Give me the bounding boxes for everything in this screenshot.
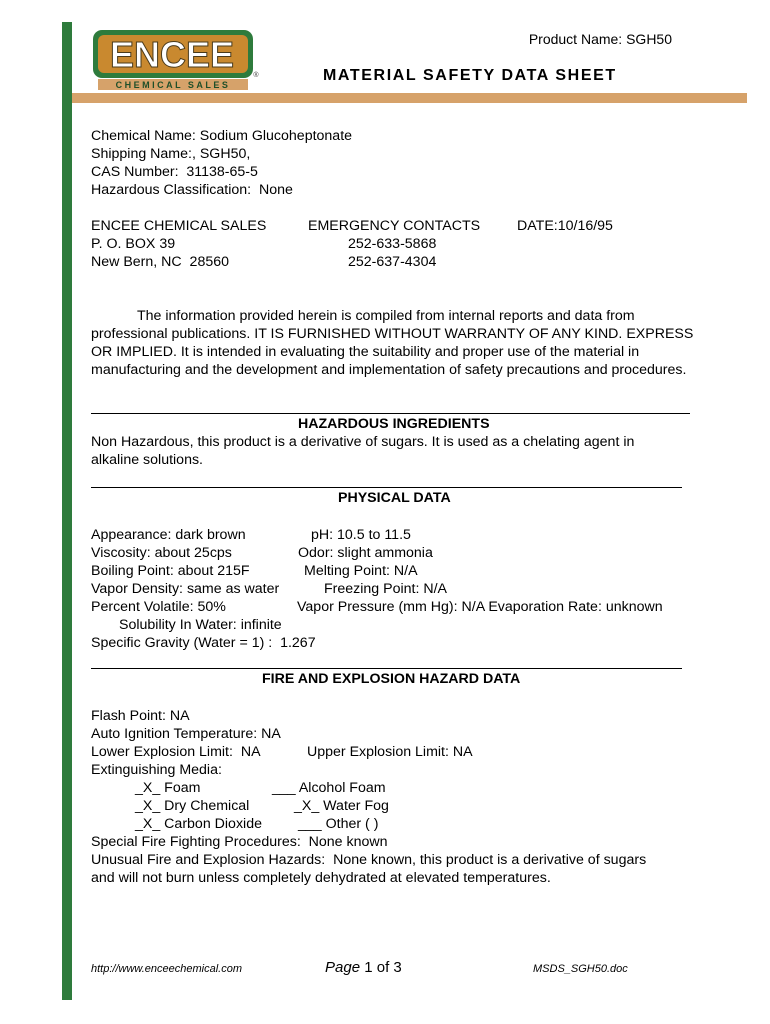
page-count: 1 of 3 — [360, 959, 402, 976]
special-fire-procedures: Special Fire Fighting Procedures: None known — [91, 834, 388, 850]
melting-point: Melting Point: N/A — [304, 563, 418, 579]
media-carbon-dioxide: _X_ Carbon Dioxide — [135, 816, 262, 832]
cas-number: CAS Number: 31138-65-5 — [91, 164, 258, 180]
physical-data-heading: PHYSICAL DATA — [338, 490, 451, 506]
svg-text:CHEMICAL SALES: CHEMICAL SALES — [115, 80, 231, 90]
section-divider — [91, 487, 682, 488]
extinguishing-media-label: Extinguishing Media: — [91, 762, 222, 778]
encee-logo — [92, 29, 260, 91]
media-foam: _X_ Foam — [135, 780, 201, 796]
svg-text:ENCEE: ENCEE — [109, 34, 235, 75]
boiling-point: Boiling Point: about 215F — [91, 563, 250, 579]
unusual-hazards: Unusual Fire and Explosion Hazards: None known, this product is a derivative of sugars — [91, 852, 647, 868]
viscosity: Viscosity: about 25cps — [91, 545, 232, 561]
company-po-box: P. O. BOX 39 — [91, 236, 176, 252]
auto-ignition-temperature: Auto Ignition Temperature: NA — [91, 726, 281, 742]
svg-text:®: ® — [253, 72, 259, 79]
hazardous-classification: Hazardous Classification: None — [91, 182, 293, 198]
header-rule — [72, 93, 747, 103]
section-divider — [91, 413, 690, 414]
disclaimer-paragraph: The information provided herein is compiled from internal reports and data from professional publications. IT IS FURNISHED WITHOUT WARRANTY OF ANY KIND. EXPRESS OR IMPLIED. It is intended in evaluating the suitability and proper use of the material in manufacturing and the development and implementation of safety precautions and procedures. — [91, 308, 694, 378]
footer-url[interactable]: http://www.enceechemical.com — [91, 963, 243, 975]
vapor-density: Vapor Density: same as water — [91, 581, 280, 597]
hazardous-ingredients-text: Non Hazardous, this product is a derivative of sugars. It is used as a chelating agent in — [91, 434, 635, 450]
flash-point: Flash Point: NA — [91, 708, 190, 724]
hazardous-ingredients-heading: HAZARDOUS INGREDIENTS — [298, 416, 490, 432]
media-dry-chemical: _X_ Dry Chemical — [135, 798, 250, 814]
emergency-phone-2: 252-637-4304 — [348, 254, 437, 270]
page-number — [325, 959, 402, 976]
odor: Odor: slight ammonia — [298, 545, 433, 561]
product-name: Product Name: SGH50 — [528, 31, 672, 47]
vapor-pressure: Vapor Pressure (mm Hg): N/A Evaporation Rate: unknown — [297, 599, 663, 615]
shipping-name: Shipping Name:, SGH50, — [91, 146, 251, 162]
upper-explosion-limit: Upper Explosion Limit: NA — [307, 744, 473, 760]
chemical-name: Chemical Name: Sodium Glucoheptonate — [91, 128, 353, 144]
fire-explosion-heading: FIRE AND EXPLOSION HAZARD DATA — [262, 671, 521, 687]
page-word: Page — [325, 959, 361, 976]
media-alcohol-foam: ___ Alcohol Foam — [272, 780, 386, 796]
company-name: ENCEE CHEMICAL SALES — [91, 218, 267, 234]
hazardous-ingredients-text-cont: alkaline solutions. — [91, 452, 203, 468]
solubility: Solubility In Water: infinite — [119, 617, 282, 633]
section-divider — [91, 668, 682, 669]
company-city: New Bern, NC 28560 — [91, 254, 230, 270]
ph-value: pH: 10.5 to 11.5 — [311, 527, 411, 543]
media-water-fog: _X_ Water Fog — [294, 798, 389, 814]
document-title: MATERIAL SAFETY DATA SHEET — [323, 67, 617, 84]
emergency-phone-1: 252-633-5868 — [348, 236, 437, 252]
appearance: Appearance: dark brown — [91, 527, 246, 543]
lower-explosion-limit: Lower Explosion Limit: NA — [91, 744, 261, 760]
unusual-hazards-cont: and will not burn unless completely dehydrated at elevated temperatures. — [91, 870, 551, 886]
footer-filename: MSDS_SGH50.doc — [533, 963, 628, 975]
freezing-point: Freezing Point: N/A — [324, 581, 448, 597]
left-accent-bar — [62, 22, 72, 1000]
emergency-contacts-label: EMERGENCY CONTACTS — [308, 218, 481, 234]
specific-gravity: Specific Gravity (Water = 1) : 1.267 — [91, 635, 316, 651]
percent-volatile: Percent Volatile: 50% — [91, 599, 226, 615]
media-other: ___ Other ( ) — [298, 816, 379, 832]
document-date: DATE:10/16/95 — [517, 218, 613, 234]
